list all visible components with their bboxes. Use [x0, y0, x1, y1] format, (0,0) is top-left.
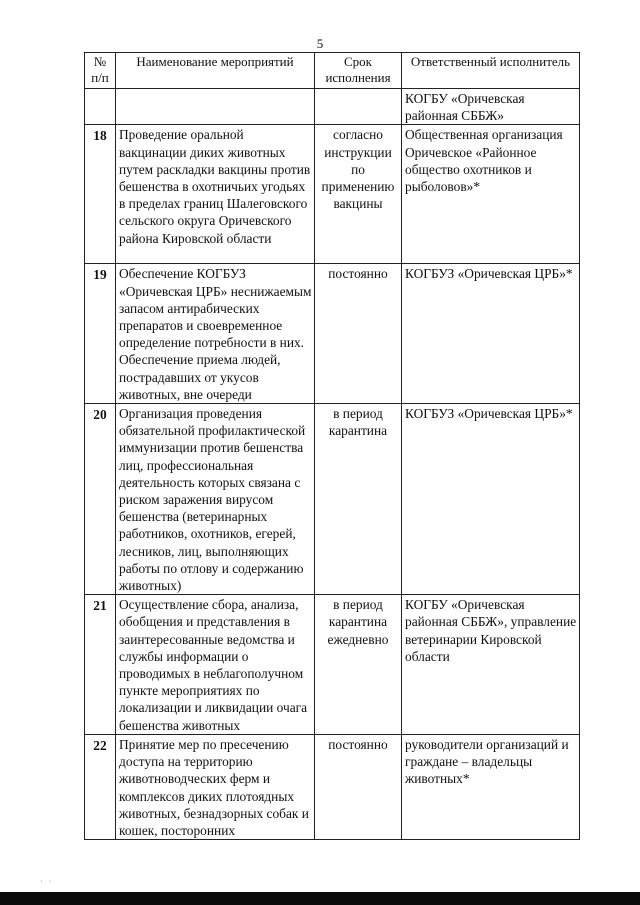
measure-term: согласно инструкции по применению вакцины: [315, 125, 402, 264]
table-header-row: [85, 53, 580, 89]
row-number: 20: [85, 404, 116, 595]
header-name: Наименование мероприятий: [116, 53, 315, 89]
measure-responsible: руководители организаций и граждане – владельцы животных*: [402, 734, 580, 839]
measure-name: Организация проведения обязательной профилактической иммунизации против бешенства лиц, профессиональная деятельность которых связана с риском заражения вирусом бешенства (ветеринарных работников, охотников, егерей, лесников, лиц, выполняющих работы по отлову и содержанию животных): [116, 404, 315, 595]
measure-name: Проведение оральной вакцинации диких животных путем раскладки вакцины против бешенства в охотничьих угодьях в пределах границ Шалеговского сельского округа Оричевского района Кировской области: [116, 125, 315, 264]
row-number: 22: [85, 734, 116, 839]
table-row: [85, 89, 580, 125]
measure-name: Осуществление сбора, анализа, обобщения и представления в заинтересованные ведомства и службы информации о проводимых в неблагополучном пункте мероприятиях по локализации и ликвидации очага бешенства животных: [116, 595, 315, 735]
measure-responsible: КОГБУЗ «Оричевская ЦРБ»*: [402, 264, 580, 404]
measure-responsible: КОГБУ «Оричевская районная СББЖ», управление ветеринарии Кировской области: [402, 595, 580, 735]
measure-term: постоянно: [315, 264, 402, 404]
measure-responsible: КОГБУ «Оричевская районная СББЖ»: [402, 89, 580, 125]
header-num: № п/п: [85, 53, 116, 89]
header-responsible: Ответственный исполнитель: [402, 53, 580, 89]
row-number: 18: [85, 125, 116, 264]
measure-name: Обеспечение КОГБУЗ «Оричевская ЦРБ» неснижаемым запасом антирабических препаратов и своевременное определение потребности в них. Обеспечение приема людей, пострадавших от укусов животных, вне очереди: [116, 264, 315, 404]
measure-name: Принятие мер по пресечению доступа на территорию животноводческих ферм и комплексов диких плотоядных животных, безнадзорных собак и кошек, посторонних: [116, 734, 315, 839]
row-number: [85, 89, 116, 125]
table-row: [85, 264, 580, 404]
page-number: 5: [316, 36, 324, 51]
row-number: 21: [85, 595, 116, 735]
measures-table: [84, 52, 580, 840]
measure-name: [116, 89, 315, 125]
table-row: [85, 595, 580, 735]
measure-responsible: КОГБУЗ «Оричевская ЦРБ»*: [402, 404, 580, 595]
table-row: [85, 125, 580, 264]
measure-term: постоянно: [315, 734, 402, 839]
table-row: [85, 404, 580, 595]
measure-term: в период карантина ежедневно: [315, 595, 402, 735]
scan-bottom-edge: [0, 892, 640, 905]
measure-term: [315, 89, 402, 125]
scan-specks: · ·: [40, 877, 54, 886]
table-row: [85, 734, 580, 839]
row-number: 19: [85, 264, 116, 404]
measure-term: в период карантина: [315, 404, 402, 595]
header-term: Срок исполнения: [315, 53, 402, 89]
measure-responsible: Общественная организация Оричевское «Районное общество охотников и рыболовов»*: [402, 125, 580, 264]
